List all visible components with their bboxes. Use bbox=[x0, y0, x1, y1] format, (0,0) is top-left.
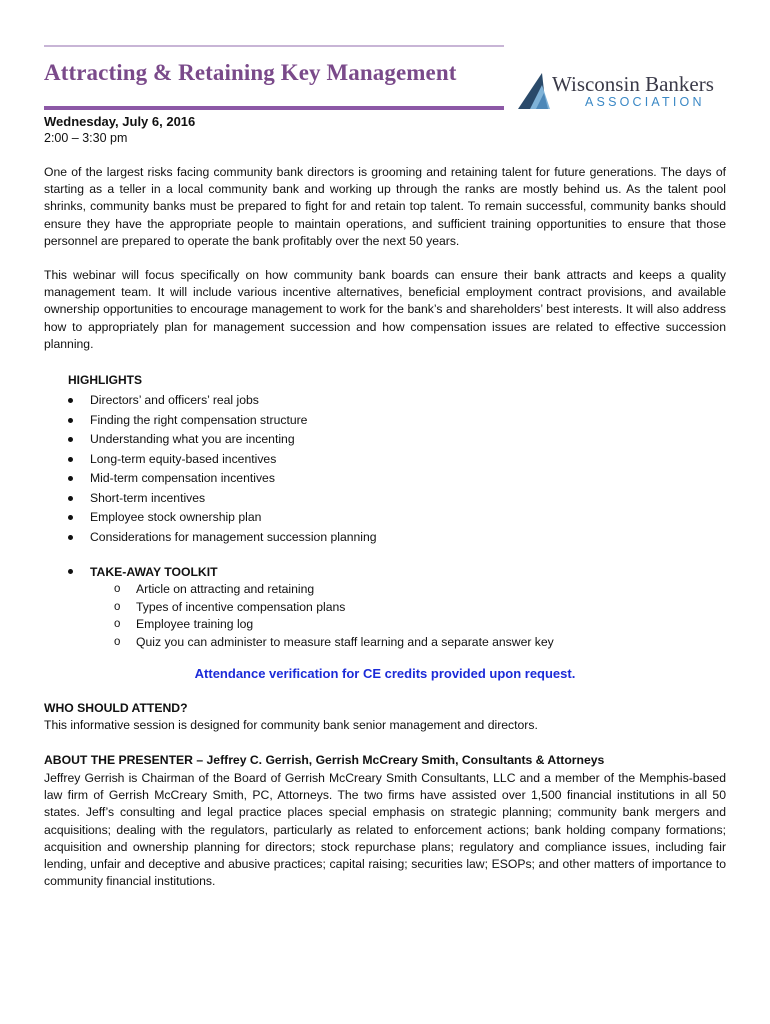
logo-name: Wisconsin Bankers bbox=[552, 72, 714, 96]
list-item bbox=[66, 430, 377, 450]
list-item bbox=[66, 581, 554, 599]
who-text: This informative session is designed for community bank senior management and directors. bbox=[44, 718, 538, 732]
list-item bbox=[66, 391, 377, 411]
list-item bbox=[66, 450, 377, 470]
webinar-paragraph: This webinar will focus specifically on how community bank boards can ensure their bank attracts and keeps a quality management team. It will include various incentive alternatives, beneficial employment contract provisions, and available ownership opportunities to encourage management to work for the bank’s and shareholders’ best interests. It will also address how to appropriately plan for management succession and how compensation issues are related to effective succession planning. bbox=[44, 268, 726, 351]
highlights-list bbox=[66, 391, 377, 547]
list-item bbox=[66, 528, 377, 548]
circle-bullet-icon: o bbox=[114, 600, 121, 613]
bullet-icon bbox=[68, 457, 73, 462]
highlights-heading: HIGHLIGHTS bbox=[68, 373, 142, 387]
list-item bbox=[66, 489, 377, 509]
list-item bbox=[66, 634, 554, 652]
bullet-icon bbox=[68, 437, 73, 442]
list-item-text: Employee training log bbox=[136, 617, 254, 631]
list-item bbox=[66, 616, 554, 634]
list-item-text: Mid-term compensation incentives bbox=[90, 471, 275, 485]
list-item bbox=[66, 599, 554, 617]
bullet-icon bbox=[68, 418, 73, 423]
presenter-bio: Jeffrey Gerrish is Chairman of the Board of Gerrish McCreary Smith Consultants, LLC and a member of the Memphis-based law firm of Gerrish McCreary Smith, PC, Attorneys. The two firms have assisted over 1,500 financial institutions in all 50 states. Jeff’s consulting and legal practice places special emphasis on strategic planning; community bank mergers and acquisitions; dealing with the regulators, particularly as related to enforcement actions; bank holding company formations; acquisition and ownership planning for directors; stock repurchase plans; regulatory and compliance issues, including fair lending, unfair and deceptive and abusive practices; capital raising; securities law; ESOPs; and other matters of importance to community financial institutions. bbox=[44, 771, 726, 889]
list-item-text: Types of incentive compensation plans bbox=[136, 599, 346, 614]
intro-paragraph: One of the largest risks facing community bank directors is grooming and retaining talent for future generations. The days of starting as a teller in a local community bank and working up through the ranks are mostly behind us. As the talent pool shrinks, community banks must be prepared to fight for and retain top talent. To remain successful, community banks should ensure they have the appropriate people to maintain operations, and sufficient training opportunities to ensure that those personnel are prepared to operate the bank profitably over the next 50 years. bbox=[44, 165, 726, 248]
toolkit-list bbox=[66, 581, 554, 651]
circle-bullet-icon: o bbox=[114, 618, 121, 630]
list-item-text: Understanding what you are incenting bbox=[90, 432, 295, 446]
list-item-text: Employee stock ownership plan bbox=[90, 510, 262, 524]
circle-bullet-icon: o bbox=[114, 583, 121, 595]
toolkit-heading-text: TAKE-AWAY TOOLKIT bbox=[90, 565, 218, 579]
list-item bbox=[66, 508, 377, 528]
list-item bbox=[66, 411, 377, 431]
mountain-logo-icon bbox=[516, 71, 556, 111]
bullet-icon bbox=[68, 496, 73, 501]
bullet-icon bbox=[68, 398, 73, 403]
presenter-heading: ABOUT THE PRESENTER – Jeffrey C. Gerrish, Gerrish McCreary Smith, Consultants & Attorneys bbox=[44, 753, 605, 767]
toolkit-section bbox=[66, 563, 554, 651]
event-time: 2:00 – 3:30 pm bbox=[44, 131, 128, 145]
circle-bullet-icon: o bbox=[114, 635, 121, 648]
attendance-note: Attendance verification for CE credits provided upon request. bbox=[194, 666, 576, 681]
logo-subtitle: ASSOCIATION bbox=[585, 95, 705, 109]
list-item-text: Short-term incentives bbox=[90, 490, 206, 505]
bullet-icon bbox=[68, 476, 73, 481]
bullet-icon bbox=[68, 569, 73, 574]
bullet-icon bbox=[68, 535, 73, 540]
list-item-text: Quiz you can administer to measure staff learning and a separate answer key bbox=[136, 634, 554, 649]
who-heading: WHO SHOULD ATTEND? bbox=[44, 701, 188, 715]
bullet-icon bbox=[68, 515, 73, 520]
list-item bbox=[66, 469, 377, 489]
wba-logo bbox=[516, 70, 728, 114]
event-date: Wednesday, July 6, 2016 bbox=[44, 114, 196, 129]
list-item-text: Directors’ and officers’ real jobs bbox=[90, 393, 259, 407]
list-item-text: Finding the right compensation structure bbox=[90, 412, 308, 427]
top-divider bbox=[44, 45, 504, 47]
page-title: Attracting & Retaining Key Management bbox=[44, 60, 457, 85]
list-item-text: Article on attracting and retaining bbox=[136, 582, 315, 596]
list-item-text: Considerations for management succession planning bbox=[90, 529, 377, 544]
title-underline bbox=[44, 106, 504, 110]
list-item-text: Long-term equity-based incentives bbox=[90, 451, 277, 466]
toolkit-heading bbox=[66, 563, 554, 581]
